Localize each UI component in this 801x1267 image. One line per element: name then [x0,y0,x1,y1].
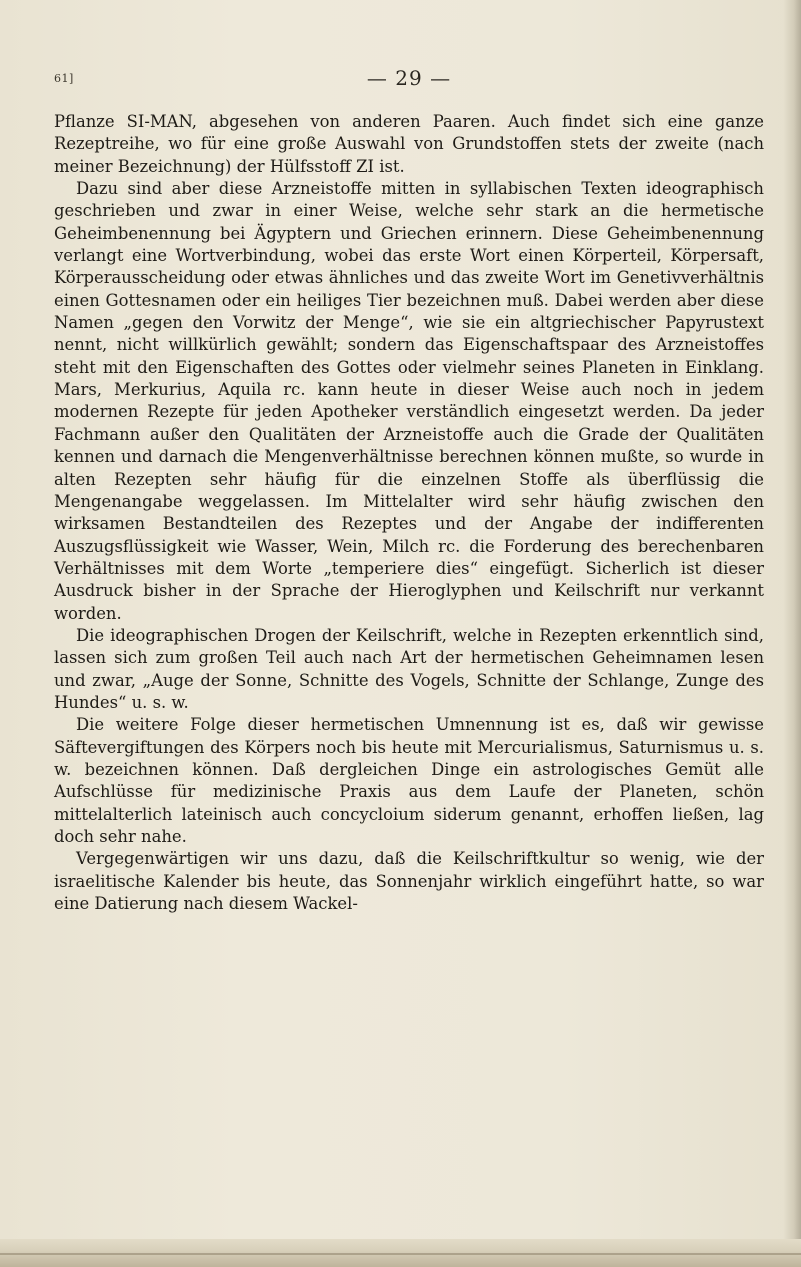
page-header [54,66,764,96]
paragraph: Die weitere Folge dieser hermetischen Umnennung ist es, daß wir gewisse Säftevergiftungen des Körpers noch bis heute mit Mercurialismus, Saturnismus u. s. w. bezeichnen können. Daß dergleichen Dinge ein astrologisches Gemüt alle Aufschlüsse für medizinische Praxis aus dem Laufe der Planeten, schön mittelalterlich lateinisch auch concycloium siderum genannt, erhoffen ließen, lag doch sehr nahe. [54,715,764,846]
folio-marker: 61] [54,72,74,85]
paragraph: Pflanze SI-MAN, abgesehen von anderen Paaren. Auch findet sich eine ganze Rezeptreihe, wo für eine große Auswahl von Grundstoffen stets der zweite (nach meiner Bezeichnung) der Hülfsstoff ZI ist. [54,112,764,176]
page-edge-shadow [783,0,801,1267]
paragraph: Die ideographischen Drogen der Keilschrift, welche in Rezepten erkenntlich sind, lassen sich zum großen Teil auch nach Art der hermetischen Geheimnamen lesen und zwar, „Auge der Sonne, Schnitte des Vogels, Schnitte der Schlange, Zunge des Hundes“ u. s. w. [54,625,764,712]
paragraph: Dazu sind aber diese Arzneistoffe mitten in syllabischen Texten ideographisch geschrieben und zwar in einer Weise, welche sehr stark an die hermetische Geheimbenennung bei Ägyptern und Griechen erinnern. Diese Geheimbenennung verlangt eine Wortverbindung, wobei das erste Wort einen Körperteil, Körpersaft, Körperausscheidung oder etwas ähnliches und das zweite Wort im Genetivverhältnis einen Gottesnamen oder ein heiliges Tier bezeichnen muß. Dabei werden aber diese Namen „gegen den Vorwitz der Menge“, wie sie ein altgriechischer Papyrustext nennt, nicht willkürlich gewählt; sondern das Eigenschaftspaar des Arzneistoffes steht mit den Eigenschaften des Gottes oder vielmehr seines Planeten in Einklang. Mars, Merkurius, Aquila rc. kann heute in dieser Weise auch noch in jedem modernen Rezepte für jeden Apotheker verständlich eingesetzt werden. Da jeder Fachmann außer den Qualitäten der Arzneistoffe auch die Grade der Qualitäten kennen und darnach die Mengenverhältnisse berechnen können mußte, so wurde in alten Rezepten sehr häufig für die einzelnen Stoffe als überflüssig die Mengenangabe weggelassen. Im Mittelalter wird sehr häufig zwischen den wirksamen Bestandteilen des Rezeptes und der Angabe der indifferenten Auszugsflüssigkeit wie Wasser, Wein, Milch rc. die Forderung des berechenbaren Verhältnisses mit dem Worte „temperiere dies“ eingefügt. Sicherlich ist dieser Ausdruck bisher in der Sprache der Hieroglyphen und Keilschrift nur verkannt worden. [54,179,764,623]
scan-line [0,1253,801,1255]
body-text [54,111,764,915]
paragraph: Vergegenwärtigen wir uns dazu, daß die Keilschriftkultur so wenig, wie der israelitische Kalender bis heute, das Sonnenjahr wirklich eingeführt hatte, so war eine Datierung nach diesem Wackel- [54,849,764,914]
page-number: — 29 — [366,66,452,90]
